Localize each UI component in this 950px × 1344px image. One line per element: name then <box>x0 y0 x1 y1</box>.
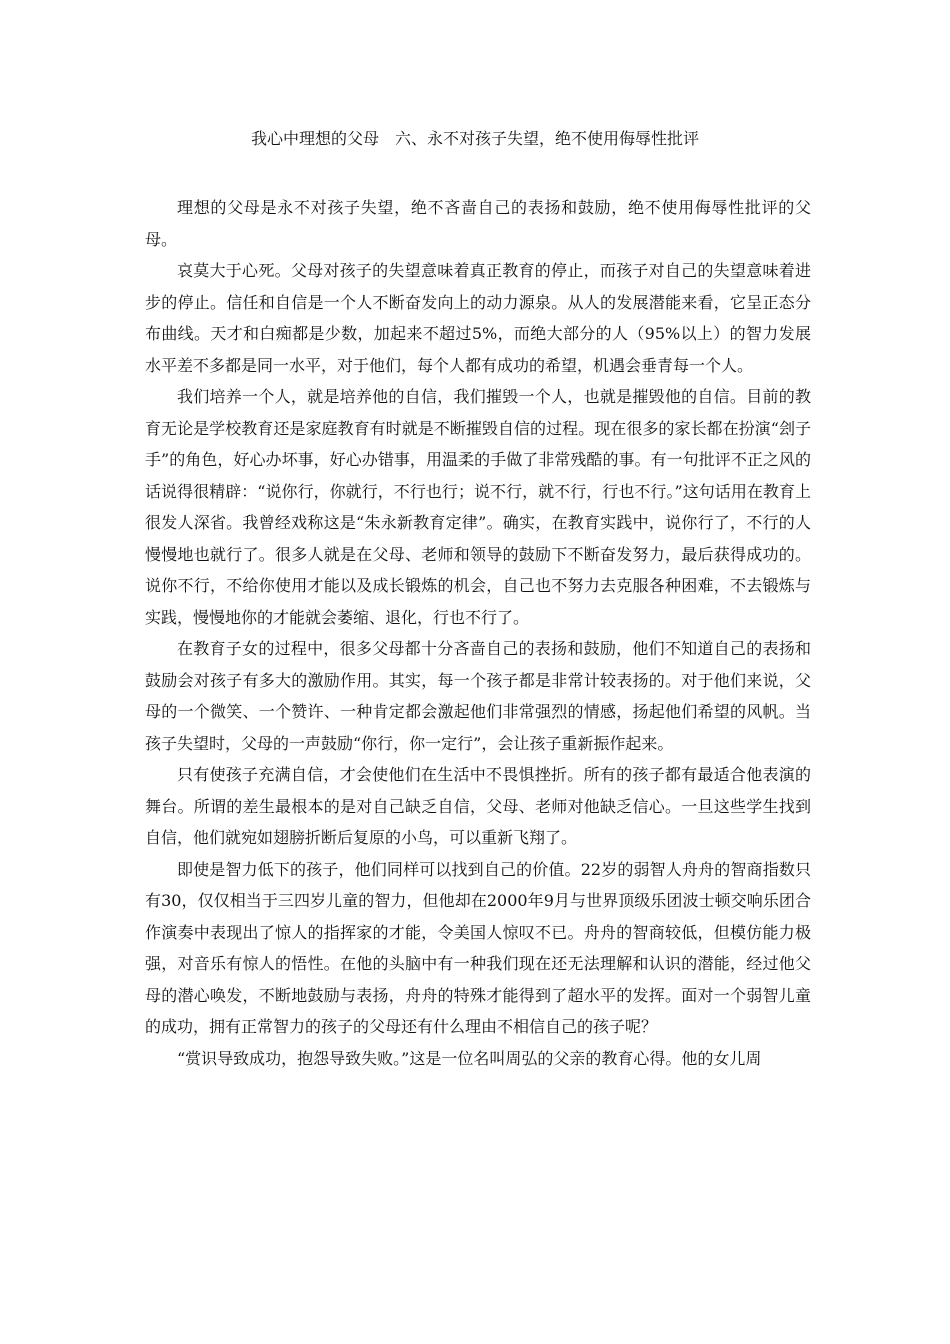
paragraph: 在教育子女的过程中，很多父母都十分吝啬自己的表扬和鼓励，他们不知道自己的表扬和鼓励会对孩子有多大的激励作用。其实，每一个孩子都是非常计较表扬的。对于他们来说，父母的一个微笑、一个赞许、一种肯定都会激起他们非常强烈的情感，扬起他们希望的风帆。当孩子失望时，父母的一声鼓励“你行，你一定行”，会让孩子重新振作起来。 <box>145 639 811 753</box>
paragraph: 我们培养一个人，就是培养他的自信，我们摧毁一个人，也就是摧毁他的自信。目前的教育无论是学校教育还是家庭教育有时就是不断摧毁自信的过程。现在很多的家长都在扮演“刽子手”的角色，好心办坏事，好心办错事，用温柔的手做了非常残酷的事。有一句批评不正之风的话说得很精辟：“说你行，你就行，不行也行；说不行，就不行，行也不行。”这句话用在教育上很发人深省。我曾经戏称这是“朱永新教育定律”。确实，在教育实践中，说你行了，不行的人慢慢地也就行了。很多人就是在父母、老师和领导的鼓励下不断奋发努力，最后获得成功的。说你不行，不给你使用才能以及成长锻炼的机会，自己也不努力去克服各种困难，不去锻炼与实践，慢慢地你的才能就会萎缩、退化，行也不行了。 <box>145 387 811 627</box>
document-title: 我心中理想的父母 六、永不对孩子失望，绝不使用侮辱性批评 <box>250 129 699 148</box>
document-body <box>145 192 811 1074</box>
paragraph: 即使是智力低下的孩子，他们同样可以找到自己的价值。22岁的弱智人舟舟的智商指数只有30，仅仅相当于三四岁儿童的智力，但他却在2000年9月与世界顶级乐团波士顿交响乐团合作演奏中表现出了惊人的指挥家的才能，令美国人惊叹不已。舟舟的智商较低，但模仿能力极强，对音乐有惊人的悟性。在他的头脑中有一种我们现在还无法理解和认识的潜能，经过他父母的潜心唤发，不断地鼓励与表扬，舟舟的特殊才能得到了超水平的发挥。面对一个弱智儿童的成功，拥有正常智力的孩子的父母还有什么理由不相信自己的孩子呢？ <box>145 859 811 1036</box>
paragraph: 哀莫大于心死。父母对孩子的失望意味着真正教育的停止，而孩子对自己的失望意味着进步的停止。信任和自信是一个人不断奋发向上的动力源泉。从人的发展潜能来看，它呈正态分布曲线。天才和白痴都是少数，加起来不超过5%，而绝大部分的人（95%以上）的智力发展水平差不多都是同一水平，对于他们，每个人都有成功的希望，机遇会垂青每一个人。 <box>145 261 811 375</box>
paragraph: “赏识导致成功，抱怨导致失败。”这是一位名叫周弘的父亲的教育心得。他的女儿周 <box>177 1048 762 1068</box>
paragraph: 只有使孩子充满自信，才会使他们在生活中不畏惧挫折。所有的孩子都有最适合他表演的舞台。所谓的差生最根本的是对自己缺乏自信，父母、老师对他缺乏信心。一旦这些学生找到自信，他们就宛如翅膀折断后复原的小鸟，可以重新飞翔了。 <box>145 765 811 847</box>
paragraph: 理想的父母是永不对孩子失望，绝不吝啬自己的表扬和鼓励，绝不使用侮辱性批评的父母。 <box>145 198 811 249</box>
